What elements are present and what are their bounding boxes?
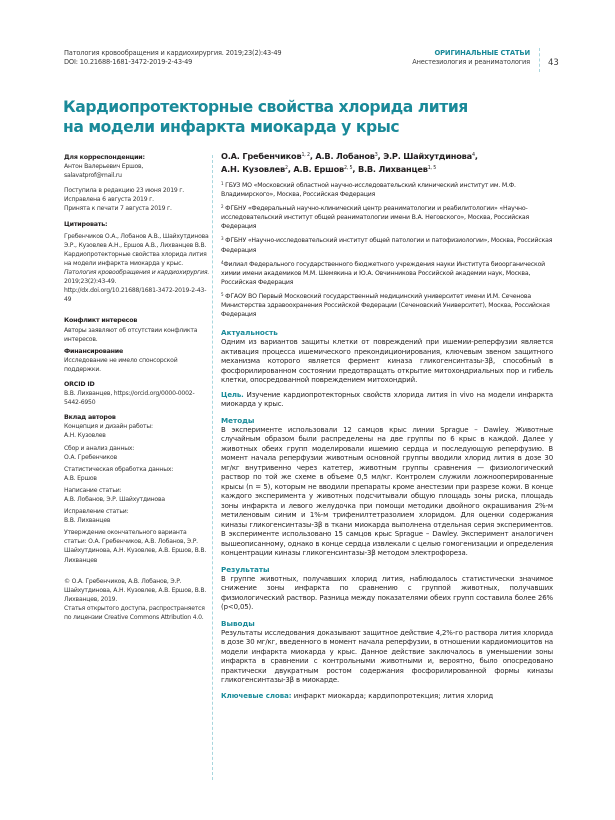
affiliations [221, 179, 553, 319]
author: О.А. Гребенчиков$^{1, 2}$, [221, 151, 316, 161]
funding-label: Финансирование [64, 347, 124, 355]
contribution-role: Концепция и дизайн работы: [64, 423, 153, 431]
conclusions-heading: Выводы [221, 618, 255, 628]
relevance-text: Одним из вариантов защиты клетки от повреждений при ишемии-реперфузии является активация процесса ишемического прекондиционирования, ключевым звеном защитного механизма которого является фермент киназа гликогенсинтазы-3β, способный в фосфорилированном состоянии предотвращать открытие митохондриальных пор и гибель клетки, опосредованной повреждением митохондрий. [221, 338, 553, 385]
page-number: 43 [548, 58, 559, 68]
relevance-heading: Актуальность [221, 328, 278, 338]
conflict-label: Конфликт интересов [64, 317, 138, 325]
accepted-date: Принята к печати 7 августа 2019 г. [64, 205, 172, 213]
cite-authors-title: Гребенчиков О.А., Лобанов А.В., Шайхутдинова Э.Р., Кузовлев А.Н., Ершов А.В., Лихванцев В.В. Кардиопротекторные свойства хлорида лития на модели инфаркта миокарда у крыс. [64, 232, 209, 267]
orcid-label: ORCID ID [64, 380, 95, 388]
contributions-label: Вклад авторов [64, 414, 116, 422]
affiliation: $^4$Филиал Федерального государственного бюджетного учреждения науки Института биоорганической химии имени академиков М.М. Шемякина и Ю.А. Овчинникова Российской академии наук, Москва, Российская Федерация [221, 259, 546, 286]
running-header-left [64, 49, 281, 67]
title-line-2: на модели инфаркта миокарда у крыс [63, 118, 400, 136]
header-divider [539, 48, 540, 72]
contribution-role: Статистическая обработка данных: [64, 465, 174, 473]
funding-text: Исследование не имело спонсорской поддержки. [64, 356, 178, 373]
contribution-names: А.В. Лобанов, Э.Р. Шайхутдинова [64, 496, 165, 503]
contribution-role: Исправление статьи: [64, 508, 129, 516]
received-date: Поступила в редакцию 23 июня 2019 г. [64, 187, 185, 195]
journal-citation: Патология кровообращения и кардиохирургия. 2019;23(2):43-49 [64, 49, 282, 57]
cite-doi-link[interactable]: 2019;23(2):43-49. http://dx.doi.org/10.21688/1681-3472-2019-2-43-49 [64, 278, 207, 304]
aim-label: Цель. [221, 390, 244, 399]
title-line-1: Кардиопротекторные свойства хлорида лития [63, 98, 468, 116]
cite-journal: Патология кровообращения и кардиохирургия. [64, 269, 210, 277]
affiliation: $^3$ ФГБНУ «Научно-исследовательский институт общей патологии и патофизиологии», Москва, Российская Федерация [221, 236, 553, 254]
section-label: ОРИГИНАЛЬНЫЕ СТАТЬИ [434, 49, 530, 57]
contribution-item [64, 444, 210, 462]
keywords [221, 691, 553, 701]
contribution-item [64, 465, 210, 483]
affiliation: $^5$ ФГАОУ ВО Первый Московский государственный медицинский университет имени И.М. Сеченова Министерства здравоохранения Российской Федерации (Сеченовский Университет), Москва, Российская Федерация [221, 291, 550, 319]
aim-text: Изучение кардиопротекторных свойств хлорида лития in vivo на модели инфаркта миокарда у крыс. [221, 390, 553, 409]
affiliation: $^2$ ФГБНУ «Федеральный научно-клинический центр реаниматологии и реабилитологии» «Научно-исследовательский институт общей реаниматологии имени В.А. Неговского», Москва, Российская Федерация [221, 204, 530, 231]
copyright: © О.А. Гребенчиков, А.В. Лобанов, Э.Р. Шайхутдинова, А.Н. Кузовлев, А.В. Ершов, В.В. Лихванцев, 2019. [64, 577, 207, 603]
author: В.В. Лихванцев$^{1, 5}$ [357, 163, 437, 174]
license: Статья открытого доступа, распространяется по лицензии Creative Commons Attribution 4.0. [64, 604, 205, 622]
contribution-item [64, 422, 210, 440]
sidebar [64, 153, 210, 622]
author: А.В. Лобанов$^3$, [315, 151, 384, 161]
contribution-role: Утверждение окончательного варианта статьи: [64, 529, 187, 546]
subsection-label: Анестезиология и реаниматология [412, 58, 530, 66]
contribution-role: Написание статьи: [64, 486, 122, 494]
contribution-role: Сбор и анализ данных: [64, 444, 135, 452]
correspondence-email[interactable]: salavatprof@mail.ru [64, 172, 122, 180]
article-title [63, 97, 533, 137]
author-list [221, 150, 553, 175]
contribution-names: О.А. Гребенчиков, А.В. Лобанов, Э.Р. Шайхутдинова, А.Н. Кузовлев, А.В. Ершов, В.В. Лихванцев [64, 538, 207, 564]
keywords-text: инфаркт миокарда; кардипопротекция; лития хлорид [291, 691, 494, 700]
results-heading: Результаты [221, 564, 270, 574]
aim-paragraph [221, 391, 553, 410]
contribution-names: В.В. Лихванцев [64, 517, 111, 525]
correspondence-label: Для корреспонденции: [64, 154, 145, 161]
running-header-right [412, 49, 530, 67]
affiliation: $^1$ ГБУЗ МО «Московский областной научно-исследовательский клинический институт им. М.Ф. Владимирского», Москва, Российская Федерация [221, 181, 516, 199]
correspondence-name: Антон Валерьевич Ершов, [64, 163, 144, 171]
results-text: В группе животных, получавших хлорид лития, наблюдалось статистически значимое снижение зоны инфаркта по сравнению с группой животных, получавших физиологический раствор. Разница между показателями обеих групп составила более 26% (p<0,05). [221, 574, 553, 612]
column-divider [212, 155, 213, 780]
doi: DOI: 10.21688-1681-3472-2019-2-43-49 [64, 58, 193, 66]
cite-label: Цитировать: [64, 220, 108, 228]
main-column [221, 150, 553, 701]
revised-date: Исправлена 6 августа 2019 г. [64, 196, 154, 204]
contribution-item [64, 486, 210, 504]
cite-text [64, 232, 210, 305]
contribution-names: А.Н. Кузовлев [64, 432, 106, 440]
orcid-link[interactable]: В.В. Лихванцев, https://orcid.org/0000-0002-5442-6950 [64, 390, 195, 407]
methods-heading: Методы [221, 415, 255, 425]
conclusions-text: Результаты исследования доказывают защитное действие 4,2%-го раствора лития хлорида в дозе 30 мг/кг, введенного в момент начала реперфузии, в отношении кардиомиоцитов на модели инфаркта миокарда у крыс. Данное действие заключалось в уменьшении зоны инфаркта в сравнении с контрольными животными и, вероятно, было опосредовано практически двукратным ростом содержания фосфорилированной формы киназы гликогенсинтазы-3β в миокарде. [221, 628, 553, 685]
author: Э.Р. Шайхутдинова$^4$, [383, 151, 478, 161]
methods-text: В эксперименте использовали 12 самцов крыс линии Sprague – Dawley. Животные случайным образом были распределены на две группы по 6 крыс в каждой. Далее у животных обеих групп моделировали ишемию сердца и последующую реперфузию. В момент начала реперфузии животным основной группы вводили хлорид лития в дозе 30 мг/кг внутривенно через катетер, животным группы сравнения — физиологический раствор по той же схеме в объеме 0,5 мл/кг. Контролем служили ложнооперированные крысы (n = 5), которым не вводили препараты кроме анестезии при разрезе кожи. В конце каждого эксперимента у животных подсчитывали общую площадь зоны риска, площадь зоны инфаркта и левого желудочка при помощи методики двойного окрашивания 2%-м метиленовым синим и 1%-м трифенилтетразолием хлоридом. Для оценки содержания киназы гликогенсинтазы-3β в ткани миокарда выполнена отдельная серия экспериментов. В эксперименте использовано 15 самцов крыс Sprague – Dawley. Эксперимент аналогичен вышеописанному, однако в конце сердца извлекали с целью гомогенизации и определения концентрации киназы гликогенсинтазы-3β методом электрофореза. [221, 425, 553, 558]
author: А.Н. Кузовлев$^2$, [221, 163, 294, 174]
keywords-label: Ключевые слова: [221, 691, 292, 700]
author: А.В. Ершов$^{2, 5}$, [293, 163, 358, 174]
contribution-item [64, 507, 210, 525]
contribution-item [64, 528, 210, 564]
contribution-names: А.В. Ершов [64, 474, 97, 482]
conflict-text: Авторы заявляют об отсутствии конфликта интересов. [64, 326, 198, 343]
contribution-names: О.А. Гребенчиков [64, 453, 117, 461]
